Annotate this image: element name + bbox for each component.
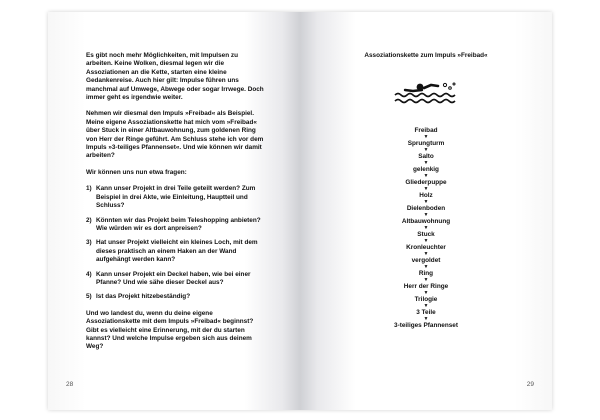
question-item	[86, 185, 264, 210]
question-item	[86, 271, 264, 288]
page-number-left: 28	[66, 381, 74, 388]
chain-arrow-icon: ▼	[423, 264, 429, 270]
chain-word: Sprungturm	[407, 140, 445, 147]
chain-word: Freibad	[414, 127, 438, 134]
question-item	[86, 239, 264, 264]
chain-word: Ring	[418, 270, 434, 277]
question-number: 3)	[86, 239, 92, 247]
chain-word: Stuck	[417, 231, 435, 238]
chain-arrow-icon: ▼	[423, 173, 429, 179]
question-number: 5)	[86, 293, 92, 301]
right-page	[300, 12, 552, 410]
chain-word: 3-teiliges Pfannenset	[394, 322, 458, 329]
question-number: 1)	[86, 185, 92, 193]
chain-word: Holz	[419, 192, 433, 199]
association-chain	[330, 127, 522, 329]
page-number-right: 29	[526, 381, 534, 388]
chain-arrow-icon: ▼	[423, 212, 429, 218]
chain-arrow-icon: ▼	[423, 147, 429, 153]
question-item	[86, 217, 264, 234]
chain-word: 3 Teile	[416, 309, 436, 316]
chain-word: Altbauwohnung	[401, 218, 451, 225]
chain-word: Trilogie	[414, 296, 438, 303]
question-text: Könnten wir das Projekt beim Teleshopping anbieten? Wie würden wir es dort anpreisen?	[96, 216, 261, 232]
question-number: 2)	[86, 216, 92, 224]
chain-arrow-icon: ▼	[423, 316, 429, 322]
question-text: Kann unser Projekt in drei Teile geteilt werden? Zum Beispiel in drei Akte, wie Einleitung, Hauptteil und Schluss?	[96, 185, 256, 210]
book-spread	[48, 12, 552, 410]
left-page	[48, 12, 300, 410]
chain-arrow-icon: ▼	[423, 134, 429, 140]
chain-title: Assoziationskette zum Impuls »Freibad«	[364, 52, 488, 59]
chain-arrow-icon: ▼	[423, 251, 429, 257]
question-item	[86, 293, 264, 301]
chain-word: Herr der Ringe	[403, 283, 449, 290]
chain-arrow-icon: ▼	[423, 290, 429, 296]
chain-arrow-icon: ▼	[423, 199, 429, 205]
closing-paragraph: Und wo landest du, wenn du deine eigene Assoziationskette mit dem Impuls »Freibad« beginnst? Gibt es vielleicht eine Erinnerung, mit der du starten kannst? Und welche Impulse ergeben sich aus deinem Weg?	[86, 309, 254, 351]
question-lead: Wir können uns nun etwa fragen:	[86, 168, 187, 176]
chain-word: Salto	[418, 153, 434, 160]
chain-word: Dielenboden	[406, 205, 446, 212]
chain-word: Gliederpuppe	[405, 179, 447, 186]
chain-arrow-icon: ▼	[423, 186, 429, 192]
question-text: Hat unser Projekt vielleicht ein kleines Loch, mit dem dieses praktisch an einem Haken an der Wand aufgehängt werden kann?	[96, 239, 258, 264]
example-paragraph: Nehmen wir diesmal den Impuls »Freibad« als Beispiel. Meine eigene Assoziationskette hat mich vom »Freibad« über Stuck in einer Altbauwohnung, zum goldenen Ring von Herr der Ringe geführt. Am Schluss stehe ich vor dem Impuls »3-teiliges Pfannenset«. Und wie können wir damit arbeiten?	[86, 110, 264, 160]
question-number: 4)	[86, 270, 92, 278]
chain-arrow-icon: ▼	[423, 277, 429, 283]
chain-arrow-icon: ▼	[423, 225, 429, 231]
intro-paragraph: Es gibt noch mehr Möglichkeiten, mit Impulsen zu arbeiten. Keine Wolken, diesmal legen wir die Assoziationen an die Kette, starten eine kleine Gedankenreise. Auch hier gilt: Impulse führen uns manchmal auf Umwege, Abwege oder sogar Irrwege. Doch immer geht es irgendwie weiter.	[86, 52, 264, 102]
chain-word: vergoldet	[411, 257, 441, 264]
left-page-text	[86, 52, 264, 360]
association-chain-section	[330, 52, 522, 329]
chain-arrow-icon: ▼	[423, 303, 429, 309]
swimmer-icon	[393, 81, 459, 107]
question-text: Kann unser Projekt ein Deckel haben, wie bei einer Pfanne? Und wie sähe dieser Deckel aus?	[96, 270, 251, 286]
chain-word: gelenkig	[413, 166, 439, 173]
chain-arrow-icon: ▼	[423, 160, 429, 166]
chain-arrow-icon: ▼	[423, 238, 429, 244]
question-text: Ist das Projekt hitzebeständig?	[96, 293, 191, 301]
chain-word: Kronleuchter	[406, 244, 446, 251]
